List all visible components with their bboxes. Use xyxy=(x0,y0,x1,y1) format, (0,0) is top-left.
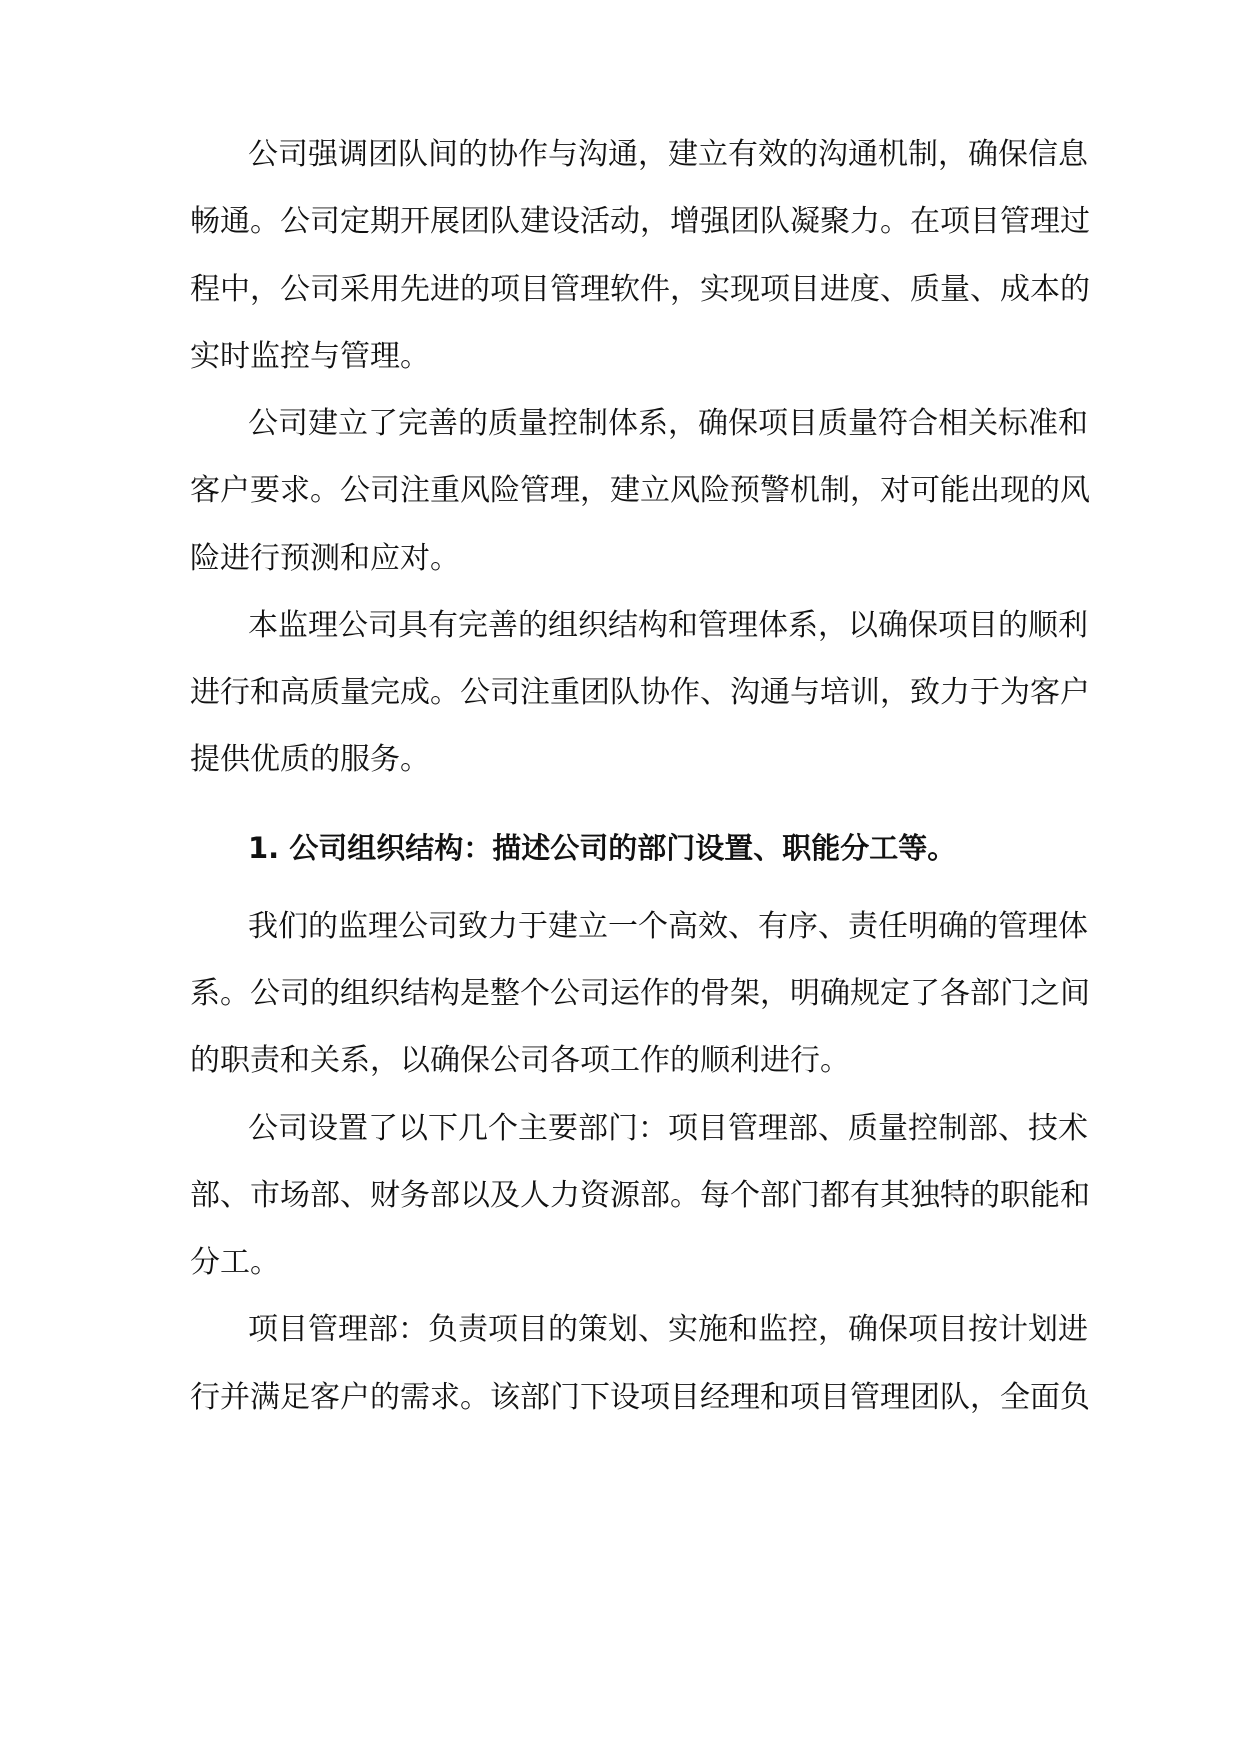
paragraph-1-line-3: 程中，公司采用先进的项目管理软件，实现项目进度、质量、成本的 xyxy=(190,272,1090,307)
section-heading: 1. 公司组织结构：描述公司的部门设置、职能分工等。 xyxy=(248,831,957,865)
section-paragraph-2-line-2: 部、市场部、财务部以及人力资源部。每个部门都有其独特的职能和 xyxy=(190,1178,1090,1213)
paragraph-1-line-1: 公司强调团队间的协作与沟通，建立有效的沟通机制，确保信息 xyxy=(248,137,1088,172)
paragraph-2-line-2: 客户要求。公司注重风险管理，建立风险预警机制，对可能出现的风 xyxy=(190,473,1090,508)
paragraph-1-line-2: 畅通。公司定期开展团队建设活动，增强团队凝聚力。在项目管理过 xyxy=(190,204,1090,239)
section-paragraph-1-line-2: 系。公司的组织结构是整个公司运作的骨架，明确规定了各部门之间 xyxy=(190,976,1090,1011)
paragraph-3-line-1: 本监理公司具有完善的组织结构和管理体系，以确保项目的顺利 xyxy=(248,608,1088,643)
section-paragraph-3-line-2: 行并满足客户的需求。该部门下设项目经理和项目管理团队，全面负 xyxy=(190,1380,1090,1415)
paragraph-2-line-1: 公司建立了完善的质量控制体系，确保项目质量符合相关标准和 xyxy=(248,406,1088,441)
section-paragraph-1-line-1: 我们的监理公司致力于建立一个高效、有序、责任明确的管理体 xyxy=(248,909,1088,944)
section-paragraph-2-line-3: 分工。 xyxy=(190,1245,280,1280)
paragraph-3-line-3: 提供优质的服务。 xyxy=(190,742,430,777)
paragraph-2-line-3: 险进行预测和应对。 xyxy=(190,541,460,576)
paragraph-3-line-2: 进行和高质量完成。公司注重团队协作、沟通与培训，致力于为客户 xyxy=(190,675,1090,710)
section-paragraph-3-line-1: 项目管理部：负责项目的策划、实施和监控，确保项目按计划进 xyxy=(248,1312,1088,1347)
paragraph-1-line-4: 实时监控与管理。 xyxy=(190,339,430,374)
section-paragraph-1-line-3: 的职责和关系，以确保公司各项工作的顺利进行。 xyxy=(190,1043,850,1078)
section-paragraph-2-line-1: 公司设置了以下几个主要部门：项目管理部、质量控制部、技术 xyxy=(248,1111,1088,1146)
